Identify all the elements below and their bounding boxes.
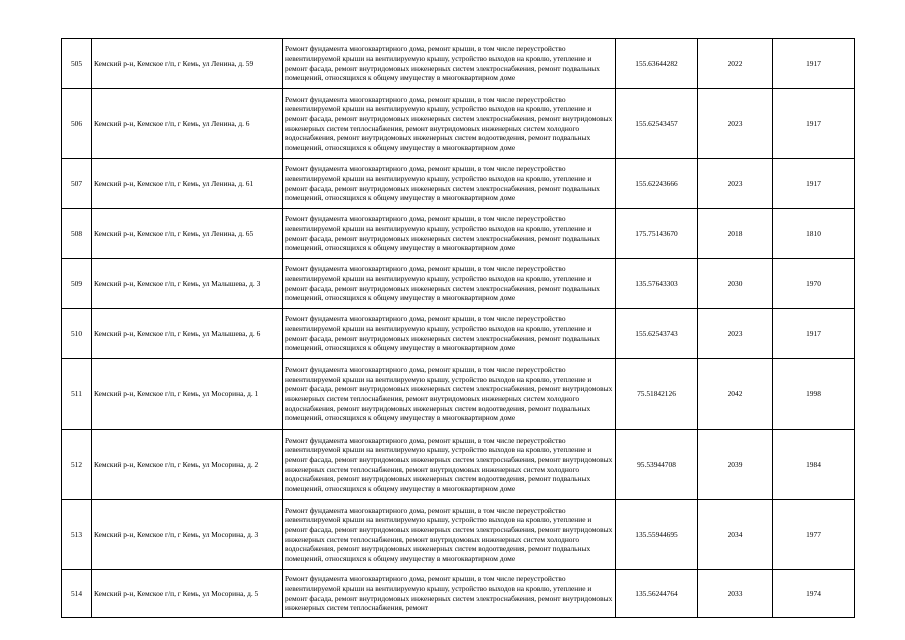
built-year-cell: 1974 bbox=[773, 570, 855, 618]
works-cell: Ремонт фундамента многоквартирного дома, ремонт крыши, в том числе переустройство невентилируемой крыши на вентилируемую крышу, устройство выходов на кровлю, утепление и ремонт фасада, ремонт внутридомовых инженерных систем электроснабжения, ремонт подвальных помещений, относящихся к общему имуществу в многоквартирном доме bbox=[283, 39, 616, 89]
cost-cell: 155.62543457 bbox=[616, 89, 698, 159]
works-cell: Ремонт фундамента многоквартирного дома, ремонт крыши, в том числе переустройство невентилируемой крыши на вентилируемую крышу, устройство выходов на кровлю, утепление и ремонт фасада, ремонт внутридомовых инженерных систем электроснабжения, ремонт подвальных помещений, относящихся к общему имуществу в многоквартирном доме bbox=[283, 159, 616, 209]
built-year-cell: 1917 bbox=[773, 39, 855, 89]
year-cell: 2033 bbox=[698, 570, 773, 618]
year-cell: 2042 bbox=[698, 359, 773, 430]
capital-repair-table bbox=[61, 38, 855, 618]
table-row bbox=[62, 359, 855, 430]
address-cell: Кемский р-н, Кемское г/п, г Кемь, ул Малышева, д. 6 bbox=[92, 309, 283, 359]
address-cell: Кемский р-н, Кемское г/п, г Кемь, ул Ленина, д. 61 bbox=[92, 159, 283, 209]
row-number: 514 bbox=[62, 570, 92, 618]
address-cell: Кемский р-н, Кемское г/п, г Кемь, ул Ленина, д. 6 bbox=[92, 89, 283, 159]
year-cell: 2023 bbox=[698, 159, 773, 209]
built-year-cell: 1970 bbox=[773, 259, 855, 309]
cost-cell: 175.75143670 bbox=[616, 209, 698, 259]
table-row bbox=[62, 159, 855, 209]
row-number: 513 bbox=[62, 500, 92, 570]
address-cell: Кемский р-н, Кемское г/п, г Кемь, ул Мосорина, д. 2 bbox=[92, 430, 283, 500]
cost-cell: 155.62243666 bbox=[616, 159, 698, 209]
year-cell: 2039 bbox=[698, 430, 773, 500]
cost-cell: 135.55944695 bbox=[616, 500, 698, 570]
works-cell: Ремонт фундамента многоквартирного дома, ремонт крыши, в том числе переустройство невентилируемой крыши на вентилируемую крышу, устройство выходов на кровлю, утепление и ремонт фасада, ремонт внутридомовых инженерных систем электроснабжения, ремонт внутридомовых инженерных систем теплоснабжения, ремонт bbox=[283, 570, 616, 618]
row-number: 512 bbox=[62, 430, 92, 500]
works-cell: Ремонт фундамента многоквартирного дома, ремонт крыши, в том числе переустройство невентилируемой крыши на вентилируемую крышу, устройство выходов на кровлю, утепление и ремонт фасада, ремонт внутридомовых инженерных систем электроснабжения, ремонт внутридомовых инженерных систем теплоснабжения, ремонт внутридомовых инженерных систем холодного водоснабжения, ремонт внутридомовых инженерных систем водоотведения, ремонт подвальных помещений, относящихся к общему имуществу в многоквартирном доме bbox=[283, 89, 616, 159]
table-row bbox=[62, 430, 855, 500]
table-row bbox=[62, 39, 855, 89]
row-number: 511 bbox=[62, 359, 92, 430]
cost-cell: 95.53944708 bbox=[616, 430, 698, 500]
address-cell: Кемский р-н, Кемское г/п, г Кемь, ул Ленина, д. 59 bbox=[92, 39, 283, 89]
works-cell: Ремонт фундамента многоквартирного дома, ремонт крыши, в том числе переустройство невентилируемой крыши на вентилируемую крышу, устройство выходов на кровлю, утепление и ремонт фасада, ремонт внутридомовых инженерных систем электроснабжения, ремонт подвальных помещений, относящихся к общему имуществу в многоквартирном доме bbox=[283, 309, 616, 359]
built-year-cell: 1917 bbox=[773, 89, 855, 159]
works-cell: Ремонт фундамента многоквартирного дома, ремонт крыши, в том числе переустройство невентилируемой крыши на вентилируемую крышу, устройство выходов на кровлю, утепление и ремонт фасада, ремонт внутридомовых инженерных систем электроснабжения, ремонт подвальных помещений, относящихся к общему имуществу в многоквартирном доме bbox=[283, 209, 616, 259]
built-year-cell: 1917 bbox=[773, 159, 855, 209]
cost-cell: 135.57643303 bbox=[616, 259, 698, 309]
cost-cell: 155.63644282 bbox=[616, 39, 698, 89]
table-row bbox=[62, 89, 855, 159]
row-number: 508 bbox=[62, 209, 92, 259]
table-row bbox=[62, 570, 855, 618]
row-number: 506 bbox=[62, 89, 92, 159]
row-number: 509 bbox=[62, 259, 92, 309]
table-row bbox=[62, 209, 855, 259]
year-cell: 2023 bbox=[698, 309, 773, 359]
works-cell: Ремонт фундамента многоквартирного дома, ремонт крыши, в том числе переустройство невентилируемой крыши на вентилируемую крышу, устройство выходов на кровлю, утепление и ремонт фасада, ремонт внутридомовых инженерных систем электроснабжения, ремонт подвальных помещений, относящихся к общему имуществу в многоквартирном доме bbox=[283, 259, 616, 309]
works-cell: Ремонт фундамента многоквартирного дома, ремонт крыши, в том числе переустройство невентилируемой крыши на вентилируемую крышу, устройство выходов на кровлю, утепление и ремонт фасада, ремонт внутридомовых инженерных систем электроснабжения, ремонт внутридомовых инженерных систем теплоснабжения, ремонт внутридомовых инженерных систем холодного водоснабжения, ремонт внутридомовых инженерных систем водоотведения, ремонт подвальных помещений, относящихся к общему имуществу в многоквартирном доме bbox=[283, 500, 616, 570]
table-row bbox=[62, 500, 855, 570]
year-cell: 2034 bbox=[698, 500, 773, 570]
address-cell: Кемский р-н, Кемское г/п, г Кемь, ул Ленина, д. 65 bbox=[92, 209, 283, 259]
works-cell: Ремонт фундамента многоквартирного дома, ремонт крыши, в том числе переустройство невентилируемой крыши на вентилируемую крышу, устройство выходов на кровлю, утепление и ремонт фасада, ремонт внутридомовых инженерных систем электроснабжения, ремонт внутридомовых инженерных систем теплоснабжения, ремонт внутридомовых инженерных систем холодного водоснабжения, ремонт внутридомовых инженерных систем водоотведения, ремонт подвальных помещений, относящихся к общему имуществу в многоквартирном доме bbox=[283, 430, 616, 500]
year-cell: 2018 bbox=[698, 209, 773, 259]
address-cell: Кемский р-н, Кемское г/п, г Кемь, ул Мосорина, д. 5 bbox=[92, 570, 283, 618]
row-number: 507 bbox=[62, 159, 92, 209]
year-cell: 2022 bbox=[698, 39, 773, 89]
table-row bbox=[62, 259, 855, 309]
row-number: 510 bbox=[62, 309, 92, 359]
address-cell: Кемский р-н, Кемское г/п, г Кемь, ул Малышева, д. 3 bbox=[92, 259, 283, 309]
built-year-cell: 1917 bbox=[773, 309, 855, 359]
table-row bbox=[62, 309, 855, 359]
address-cell: Кемский р-н, Кемское г/п, г Кемь, ул Мосорина, д. 1 bbox=[92, 359, 283, 430]
year-cell: 2030 bbox=[698, 259, 773, 309]
built-year-cell: 1984 bbox=[773, 430, 855, 500]
cost-cell: 135.56244764 bbox=[616, 570, 698, 618]
address-cell: Кемский р-н, Кемское г/п, г Кемь, ул Мосорина, д. 3 bbox=[92, 500, 283, 570]
works-cell: Ремонт фундамента многоквартирного дома, ремонт крыши, в том числе переустройство невентилируемой крыши на вентилируемую крышу, устройство выходов на кровлю, утепление и ремонт фасада, ремонт внутридомовых инженерных систем электроснабжения, ремонт внутридомовых инженерных систем теплоснабжения, ремонт внутридомовых инженерных систем холодного водоснабжения, ремонт внутридомовых инженерных систем водоотведения, ремонт подвальных помещений, относящихся к общему имуществу в многоквартирном доме bbox=[283, 359, 616, 430]
cost-cell: 155.62543743 bbox=[616, 309, 698, 359]
built-year-cell: 1998 bbox=[773, 359, 855, 430]
year-cell: 2023 bbox=[698, 89, 773, 159]
built-year-cell: 1810 bbox=[773, 209, 855, 259]
cost-cell: 75.51842126 bbox=[616, 359, 698, 430]
row-number: 505 bbox=[62, 39, 92, 89]
built-year-cell: 1977 bbox=[773, 500, 855, 570]
